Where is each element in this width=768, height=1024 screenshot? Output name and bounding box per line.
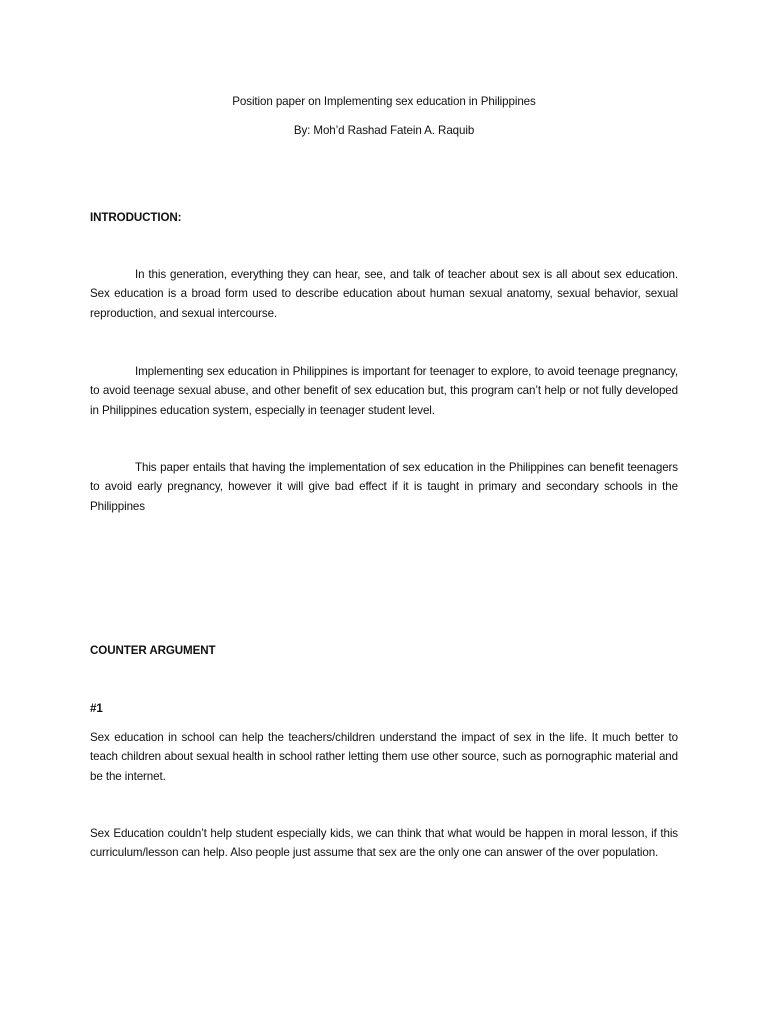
argument-number: #1	[90, 702, 103, 715]
author-line: By: Moh’d Rashad Fatein A. Raquib	[293, 124, 475, 137]
introduction-paragraph-1: In this generation, everything they can hear, see, and talk of teacher about sex is all about sex education. Sex education is a broad form used to describe education about human sexual anatomy, sexual behavior, sexual reproduction, and sexual intercourse.	[90, 268, 678, 320]
introduction-paragraph-3: This paper entails that having the implementation of sex education in the Philippines can benefit teenagers to avoid early pregnancy, however it will give bad effect if it is taught in primary and secondary schools in the Philippines	[90, 461, 678, 513]
introduction-heading: INTRODUCTION:	[90, 211, 182, 224]
counter-argument-paragraph-1: Sex education in school can help the teachers/children understand the impact of sex in the life. It much better to teach children about sexual health in school rather letting them use other source, such as pornographic material and be the internet.	[90, 731, 678, 783]
introduction-paragraph-2: Implementing sex education in Philippines is important for teenager to explore, to avoid teenage pregnancy, to avoid teenage sexual abuse, and other benefit of sex education but, this program can’t help or not fully developed in Philippines education system, especially in teenager student level.	[90, 365, 678, 417]
document-title: Position paper on Implementing sex education in Philippines	[232, 95, 536, 108]
counter-argument-heading: COUNTER ARGUMENT	[90, 644, 216, 657]
counter-argument-paragraph-2: Sex Education couldn’t help student especially kids, we can think that what would be happen in moral lesson, if this curriculum/lesson can help. Also people just assume that sex are the only one can answer of the over population.	[90, 827, 678, 860]
